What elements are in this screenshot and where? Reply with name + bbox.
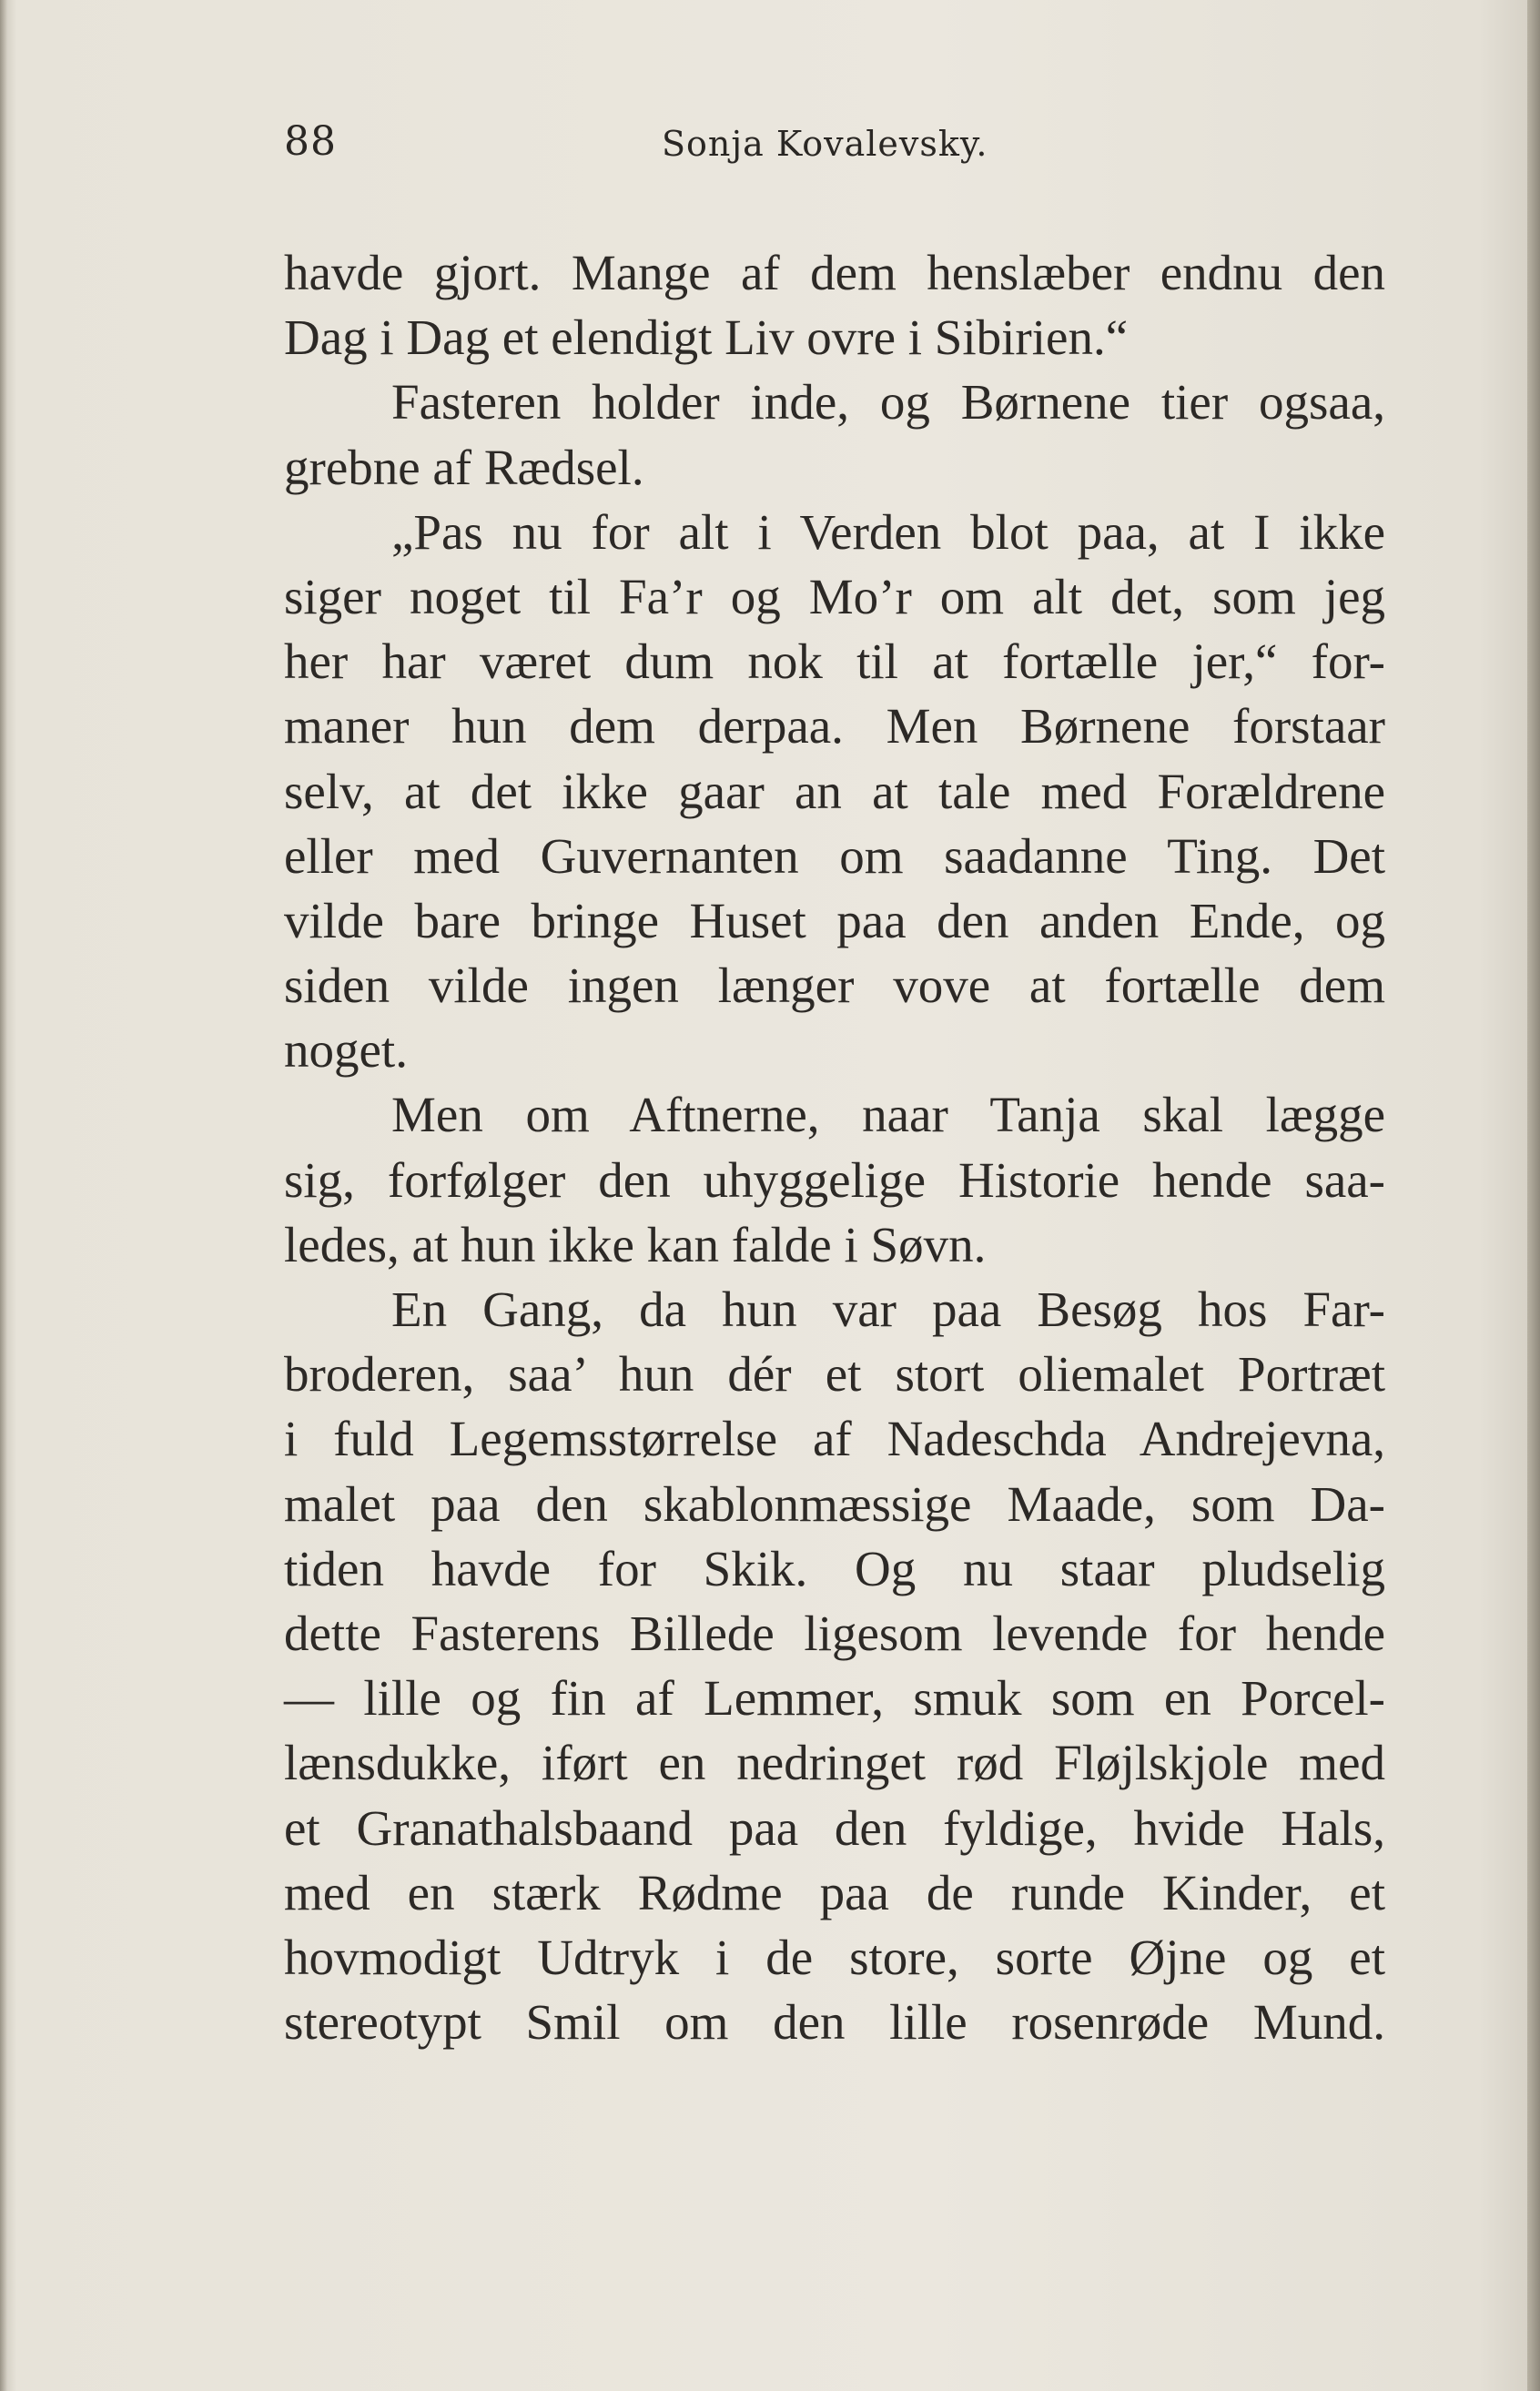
text-line: sig, forfølger den uhyggelige Historie hende saa- — [284, 1151, 1385, 1208]
text-line: broderen, saa’ hun dér et stort oliemalet Portræt — [284, 1346, 1385, 1403]
text-line: malet paa den skablonmæssige Maade, som Da- — [284, 1475, 1385, 1532]
text-line: noget. — [284, 1022, 408, 1079]
text-line: Men om Aftnerne, naar Tanja skal lægge — [391, 1087, 1385, 1143]
text-line: Fasteren holder inde, og Børnene tier ogsaa, — [391, 374, 1385, 431]
text-line: et Granathalsbaand paa den fyldige, hvide Hals, — [284, 1799, 1385, 1856]
text-line: lænsdukke, iført en nedringet rød Fløjlskjole med — [284, 1735, 1385, 1791]
text-line: Dag i Dag et elendigt Liv ovre i Sibirien.“ — [284, 309, 1129, 366]
text-line: stereotypt Smil om den lille rosenrøde Mund. — [284, 1994, 1385, 2051]
page-left-edge — [0, 0, 7, 2391]
text-line: „Pas nu for alt i Verden blot paa, at I ikke — [391, 503, 1385, 560]
text-line: tiden havde for Skik. Og nu staar pludselig — [284, 1540, 1385, 1596]
text-line: maner hun dem derpaa. Men Børnene forstaar — [284, 698, 1385, 755]
text-line: i fuld Legemsstørrelse af Nadeschda Andrejevna, — [284, 1411, 1385, 1467]
text-line: hovmodigt Udtryk i de store, sorte Øjne og et — [284, 1929, 1385, 1985]
text-line: En Gang, da hun var paa Besøg hos Far- — [391, 1282, 1385, 1337]
page-right-edge — [1527, 0, 1540, 2391]
body-text — [284, 240, 1385, 2054]
text-line: dette Fasterens Billede ligesom levende for hende — [284, 1605, 1385, 1661]
text-line: siden vilde ingen længer vove at fortælle dem — [284, 957, 1385, 1014]
text-line: havde gjort. Mange af dem henslæber endnu den — [284, 245, 1385, 300]
page-number: 88 — [284, 118, 337, 165]
text-line: eller med Guvernanten om saadanne Ting. Det — [284, 827, 1385, 884]
text-line: grebne af Rædsel. — [284, 439, 644, 495]
running-title: Sonja Kovalevsky. — [662, 124, 988, 164]
text-line: her har været dum nok til at fortælle jer,“ for- — [284, 633, 1385, 690]
text-line: selv, at det ikke gaar an at tale med Forældrene — [284, 763, 1385, 819]
text-line: vilde bare bringe Huset paa den anden Ende, og — [284, 892, 1385, 948]
text-line: med en stærk Rødme paa de runde Kinder, et — [284, 1864, 1385, 1920]
text-line: — lille og fin af Lemmer, smuk som en Porcel- — [284, 1670, 1385, 1727]
text-line: ledes, at hun ikke kan falde i Søvn. — [284, 1216, 987, 1272]
page-header — [284, 118, 1385, 173]
text-line: siger noget til Fa’r og Mo’r om alt det, som jeg — [284, 568, 1385, 624]
